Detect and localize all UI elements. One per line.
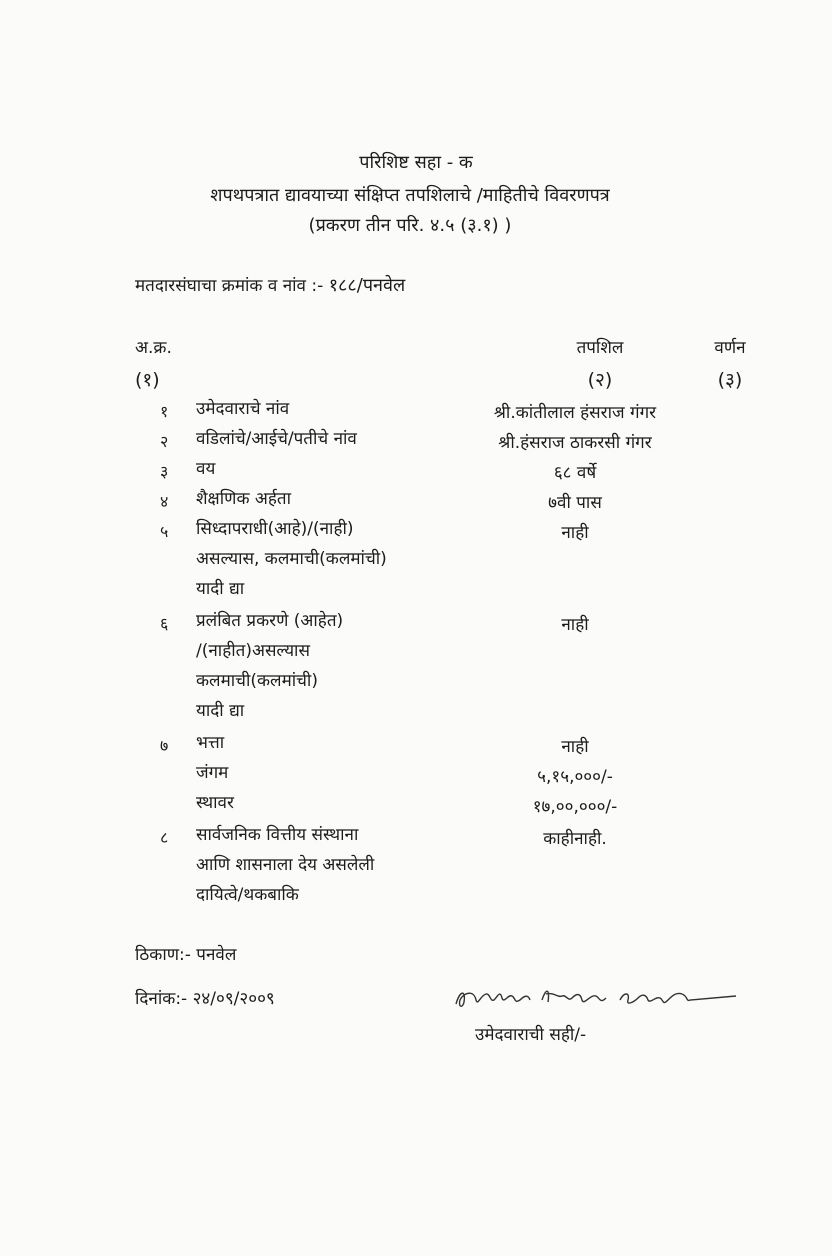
row-value: ५,१५,०००/-: [537, 767, 613, 787]
column-number-3: (३): [717, 369, 743, 391]
row-label: [196, 514, 387, 604]
appendix-title: परिशिष्ट सहा - क: [359, 152, 473, 173]
column-header-details: तपशिल: [576, 338, 624, 358]
row-value: ६८ वर्षे: [553, 463, 597, 483]
constituency-label: मतदारसंघाचा क्रमांक व नांव :-: [135, 276, 324, 296]
row-label: [196, 606, 343, 726]
row-value: श्री.कांतीलाल हंसराज गंगर: [493, 403, 657, 423]
signature-caption: उमेदवाराची सही/-: [475, 1025, 587, 1045]
row-label-line: वडिलांचे/आईचे/पतीचे नांव: [196, 429, 357, 449]
row-value: नाही: [561, 523, 589, 543]
row-number: १: [160, 402, 169, 421]
row-label: [196, 484, 291, 514]
row-label-line: शैक्षणिक अर्हता: [196, 489, 292, 509]
place-line: ठिकाण:- पनवेल: [135, 945, 237, 965]
row-number: ८: [160, 828, 169, 847]
row-label-line: जंगम: [196, 763, 229, 783]
row-label-line: स्थावर: [196, 793, 234, 813]
column-header-description: वर्णन: [714, 338, 746, 358]
constituency-value: १८८/पनवेल: [328, 275, 406, 296]
row-value: नाही: [561, 737, 589, 757]
row-number: ७: [160, 736, 169, 755]
row-value: ७वी पास: [548, 493, 602, 513]
row-label-line: सार्वजनिक वित्तीय संस्थाना: [196, 825, 359, 845]
row-label-line: यादी द्या: [196, 701, 245, 721]
row-value: काहीनाही.: [543, 829, 607, 849]
row-label: [196, 728, 234, 818]
row-label-line: कलमाची(कलमांची): [196, 671, 318, 691]
row-number: ५: [160, 522, 169, 541]
row-label-line: प्रलंबित प्रकरणे (आहेत): [196, 611, 344, 631]
row-label-line: यादी द्या: [196, 579, 245, 599]
handwritten-signature: [450, 976, 740, 1016]
row-label-line: असल्यास, कलमाची(कलमांची): [196, 549, 387, 569]
date-line: दिनांक:- २४/०९/२००९: [135, 989, 275, 1009]
column-header-serial: अ.क्र.: [135, 338, 172, 358]
row-value: नाही: [561, 615, 589, 635]
column-number-2: (२): [587, 369, 613, 391]
row-label-line: भत्ता: [196, 733, 225, 753]
row-label: [196, 424, 357, 454]
row-label-line: आणि शासनाला देय असलेली: [196, 855, 375, 875]
row-label: [196, 820, 374, 910]
row-value: श्री.हंसराज ठाकरसी गंगर: [498, 433, 652, 453]
document-title: शपथपत्रात द्यावयाच्या संक्षिप्त तपशिलाचे /माहितीचे विवरणपत्र: [210, 185, 610, 206]
row-number: ३: [160, 462, 169, 481]
constituency-line: [135, 273, 405, 297]
document-reference: (प्रकरण तीन परि. ४.५ (३.१) ): [308, 215, 512, 236]
row-label: [196, 394, 289, 424]
row-number: ६: [160, 614, 169, 633]
row-label: [196, 454, 215, 484]
row-label-line: सिध्दापराधी(आहे)/(नाही): [196, 519, 354, 539]
column-number-1: (१): [135, 369, 160, 391]
row-label-line: /(नाहीत)असल्यास: [196, 641, 310, 661]
row-value: १७,००,०००/-: [532, 797, 618, 817]
row-number: २: [160, 432, 169, 451]
row-label-line: वय: [196, 459, 216, 479]
row-number: ४: [160, 492, 169, 511]
row-label-line: दायित्वे/थकबाकि: [196, 885, 299, 905]
row-label-line: उमेदवाराचे नांव: [196, 399, 290, 419]
